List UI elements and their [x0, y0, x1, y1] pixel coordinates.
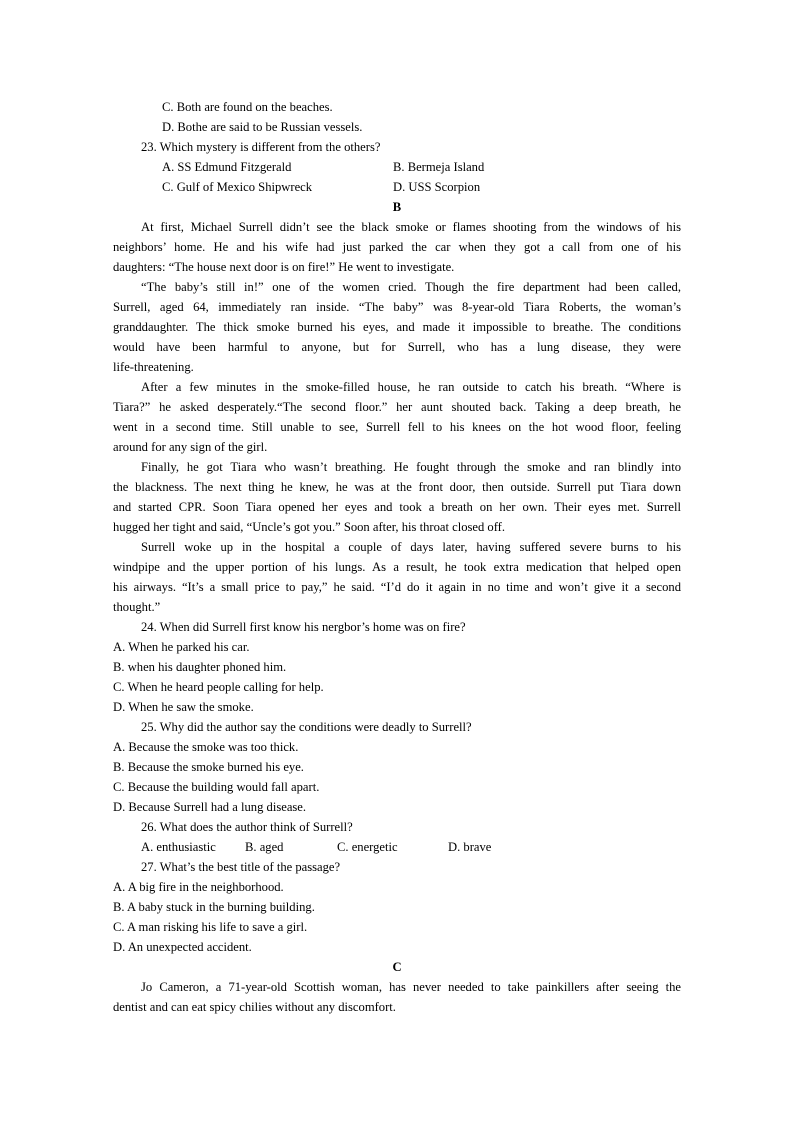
- q25-stem: 25. Why did the author say the conditions were deadly to Surrell?: [141, 720, 472, 734]
- q27-option-c: C. A man risking his life to save a girl.: [113, 920, 308, 934]
- q24-option-a: A. When he parked his car.: [113, 640, 250, 654]
- passage-line: Surrell, aged 64, immediately ran inside. “The baby” was 8-year-old Tiara Roberts, the woman’s: [113, 300, 681, 314]
- passage-line: the blackness. The next thing he knew, he was at the front door, then outside. Surrell put Tiara down: [113, 480, 681, 494]
- q24-option-d: D. When he saw the smoke.: [113, 700, 254, 714]
- q25-option-b: B. Because the smoke burned his eye.: [113, 760, 304, 774]
- passage-line: his airways. “It’s a small price to pay,” he said. “I’d do it again in no time and won’t give it a second: [113, 580, 681, 594]
- q27-option-d: D. An unexpected accident.: [113, 940, 252, 954]
- passage-line: Jo Cameron, a 71-year-old Scottish woman, has never needed to take painkillers after seeing the: [141, 980, 681, 994]
- q24-option-b: B. when his daughter phoned him.: [113, 660, 287, 674]
- q26-option-c: C. energetic: [337, 840, 398, 854]
- passage-line: life-threatening.: [113, 360, 194, 374]
- passage-line: “The baby’s still in!” one of the women cried. Though the fire department had been called,: [141, 280, 681, 294]
- q23-stem: 23. Which mystery is different from the others?: [141, 140, 381, 154]
- passage-line: thought.”: [113, 600, 161, 614]
- q27-option-b: B. A baby stuck in the burning building.: [113, 900, 315, 914]
- q27-option-a: A. A big fire in the neighborhood.: [113, 880, 284, 894]
- q27-stem: 27. What’s the best title of the passage?: [141, 860, 341, 874]
- passage-line: went in a second time. Still unable to see, Surrell fell to his knees on the hot wood floor, feeling: [113, 420, 681, 434]
- q22-option-c: C. Both are found on the beaches.: [162, 100, 333, 114]
- passage-line: hugged her tight and said, “Uncle’s got you.” Soon after, his throat closed off.: [113, 520, 506, 534]
- passage-line: Tiara?” he asked desperately.“The second floor.” her aunt shouted back. Taking a deep breath, he: [113, 400, 681, 414]
- q25-option-d: D. Because Surrell had a lung disease.: [113, 800, 307, 814]
- passage-line: neighbors’ home. He and his wife had just parked the car when they got a call from one of his: [113, 240, 681, 254]
- q26-option-d: D. brave: [448, 840, 492, 854]
- passage-line: At first, Michael Surrell didn’t see the black smoke or flames shooting from the windows of his: [141, 220, 681, 234]
- passage-line: windpipe and the upper portion of his lungs. As a result, he took extra medication that helped open: [113, 560, 681, 574]
- q25-option-c: C. Because the building would fall apart.: [113, 780, 320, 794]
- q23-option-c: C. Gulf of Mexico Shipwreck: [162, 180, 313, 194]
- q25-option-a: A. Because the smoke was too thick.: [113, 740, 299, 754]
- passage-line: Finally, he got Tiara who wasn’t breathing. He fought through the smoke and ran blindly into: [141, 460, 681, 474]
- q22-option-d: D. Bothe are said to be Russian vessels.: [162, 120, 363, 134]
- q23-option-d: D. USS Scorpion: [393, 180, 481, 194]
- passage-line: Surrell woke up in the hospital a couple of days later, having suffered severe burns to his: [141, 540, 681, 554]
- passage-line: granddaughter. The thick smoke burned his eyes, and made it impossible to breathe. The conditions: [113, 320, 681, 334]
- q26-stem: 26. What does the author think of Surrell?: [141, 820, 353, 834]
- q24-option-c: C. When he heard people calling for help.: [113, 680, 324, 694]
- passage-line: daughters: “The house next door is on fire!” He went to investigate.: [113, 260, 455, 274]
- passage-line: dentist and can eat spicy chilies without any discomfort.: [113, 1000, 396, 1014]
- section-heading-b: B: [392, 200, 402, 214]
- passage-line: around for any sign of the girl.: [113, 440, 268, 454]
- passage-line: would have been harmful to anyone, but for Surrell, who has a lung disease, they were: [113, 340, 681, 354]
- passage-line: and started CPR. Soon Tiara opened her eyes and took a breath on her own. Their eyes met. Surrell: [113, 500, 681, 514]
- section-heading-c: C: [392, 960, 402, 974]
- q24-stem: 24. When did Surrell first know his nergbor’s home was on fire?: [141, 620, 466, 634]
- q23-option-a: A. SS Edmund Fitzgerald: [162, 160, 292, 174]
- passage-line: After a few minutes in the smoke-filled house, he ran outside to catch his breath. “Where is: [141, 380, 681, 394]
- q26-option-a: A. enthusiastic: [141, 840, 216, 854]
- q26-option-b: B. aged: [245, 840, 284, 854]
- q23-option-b: B. Bermeja Island: [393, 160, 485, 174]
